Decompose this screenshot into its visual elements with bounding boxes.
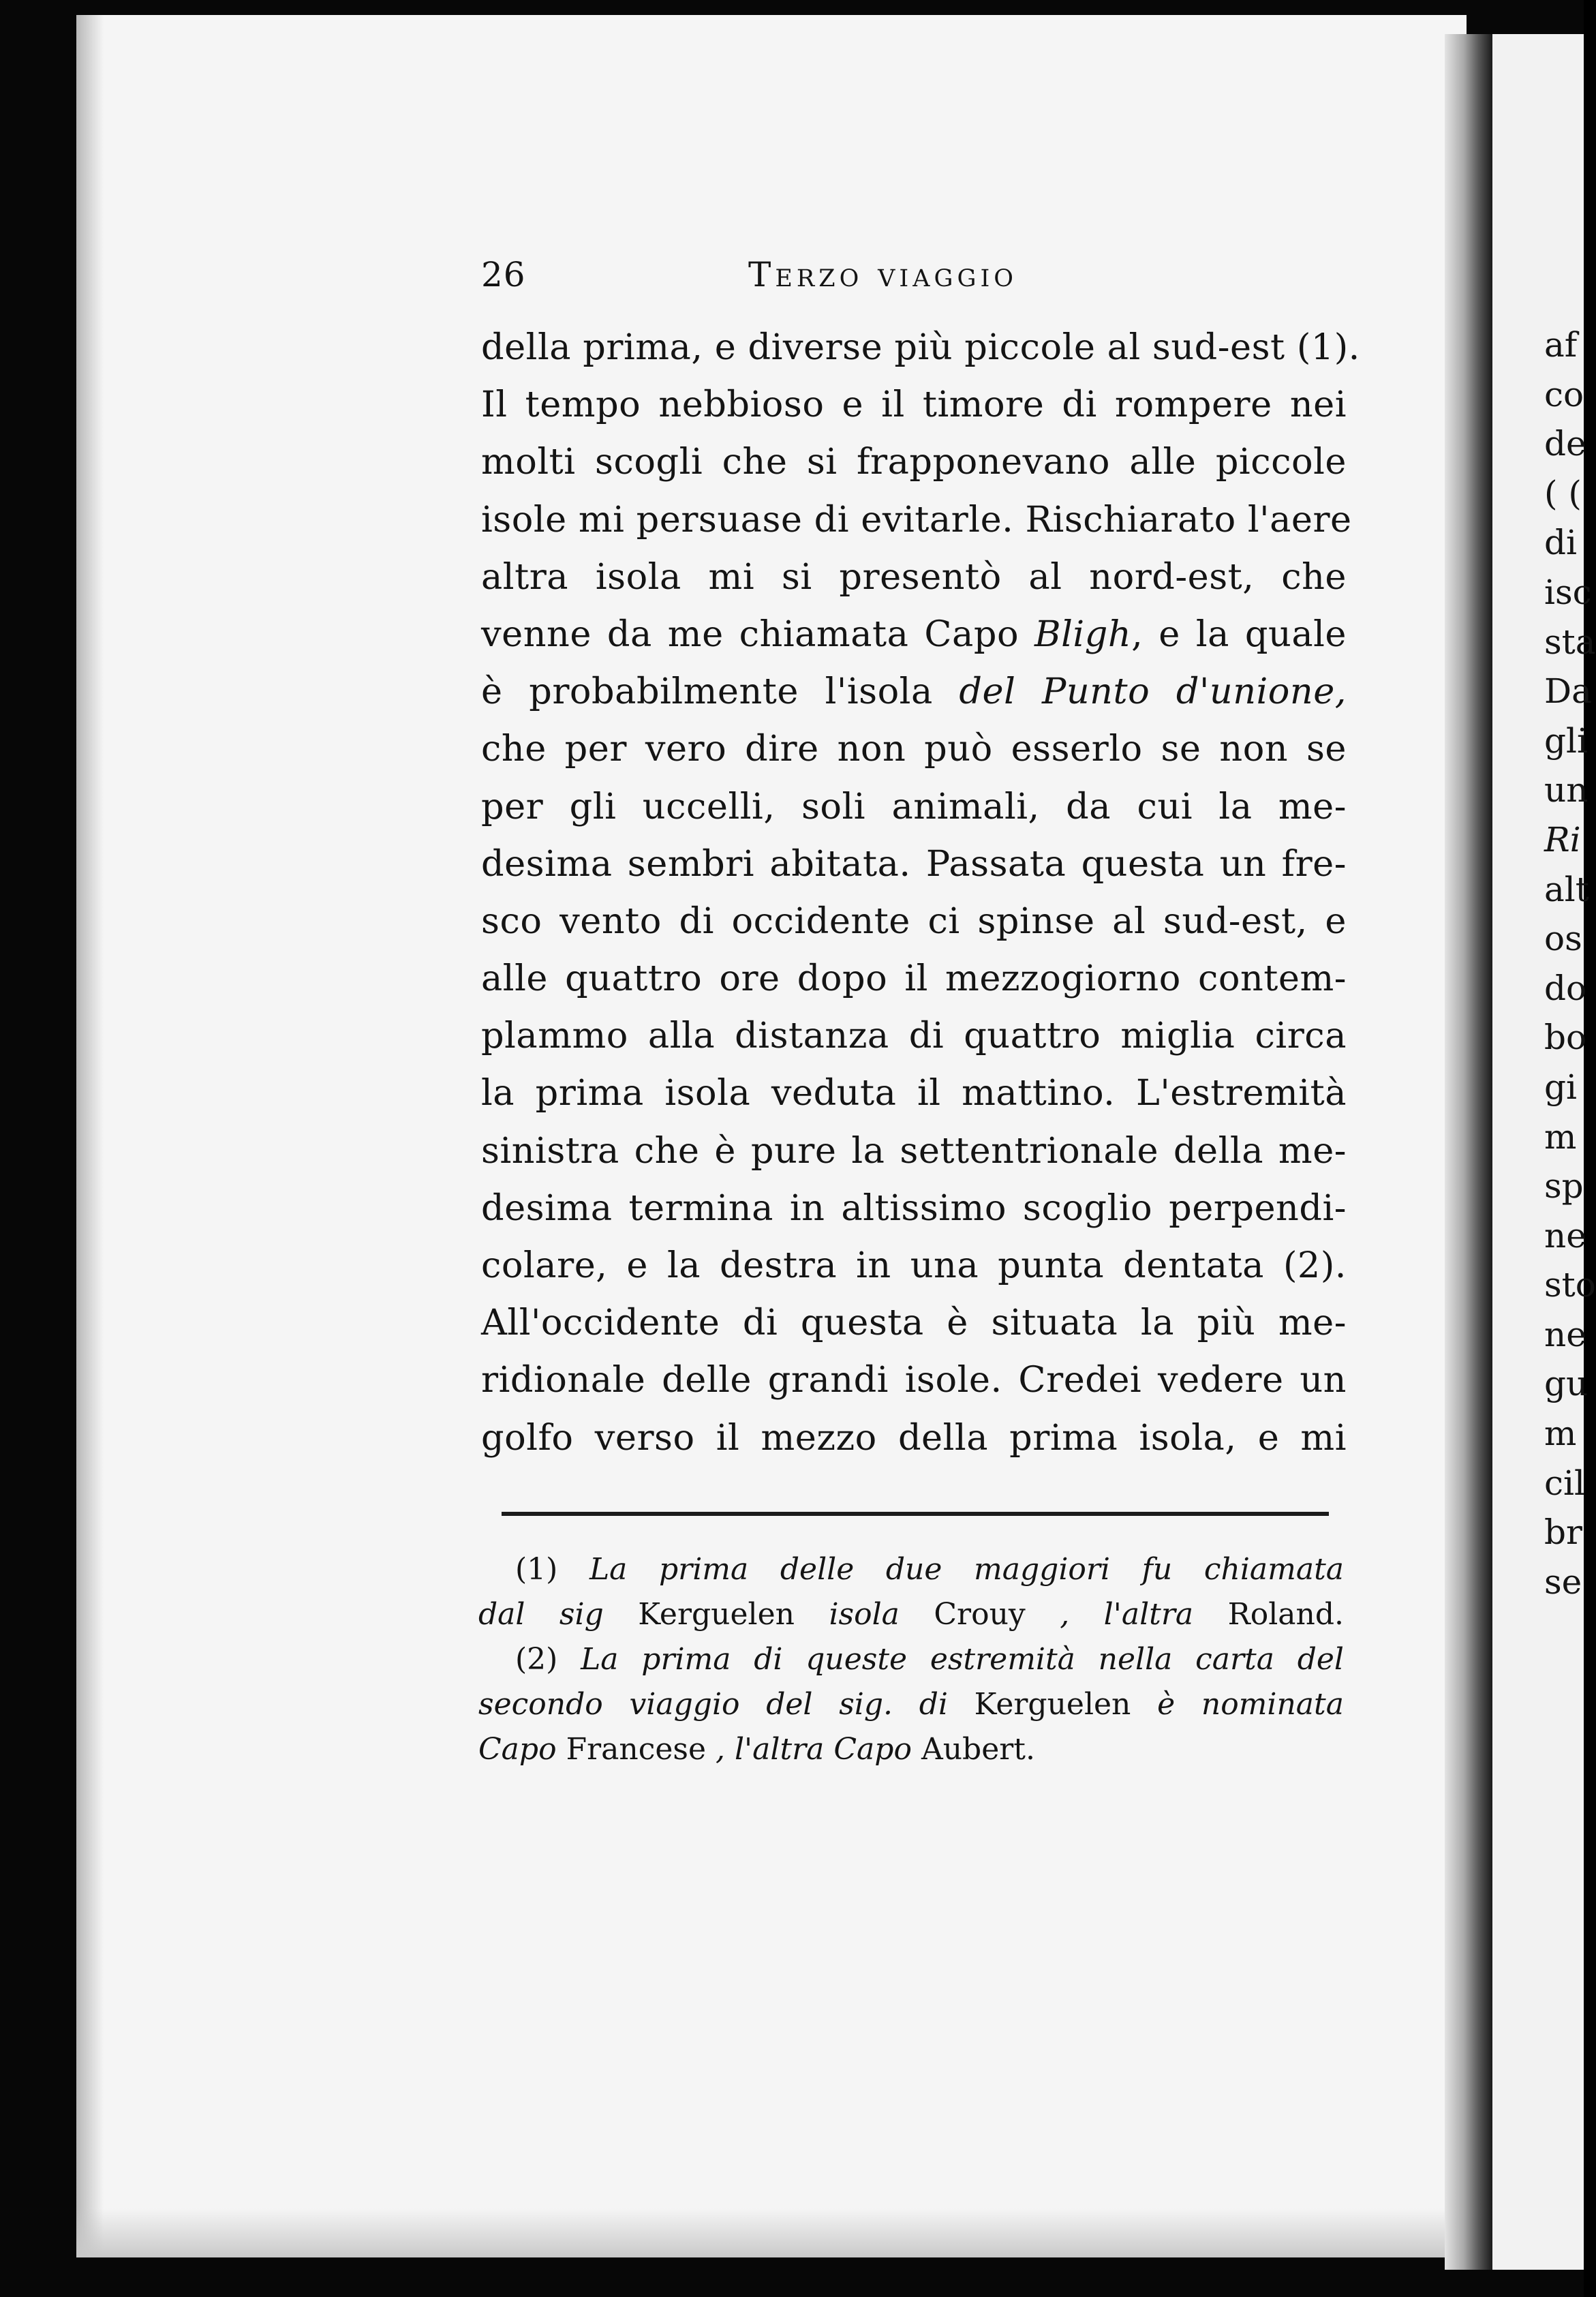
text-line: molti scogli che si frapponevano alle piccole <box>481 441 1347 483</box>
text-run: Kerguelen <box>638 1597 795 1632</box>
facing-fragment: se <box>1544 1562 1582 1602</box>
italic-run: Bligh <box>1034 613 1132 655</box>
running-title: Terzo viaggio <box>748 255 1017 294</box>
text-line: isole mi persuase di evitarle. Rischiarato l'aere <box>481 498 1352 541</box>
page-number: 26 <box>481 255 526 294</box>
text-line: altra isola mi si presentò al nord-est, che <box>481 556 1347 598</box>
text-run: Roland. <box>1227 1597 1344 1632</box>
footnote-2-line-3 <box>478 1727 1344 1772</box>
facing-fragment: m <box>1544 1116 1577 1157</box>
footnote-1-line-1 <box>478 1547 1344 1592</box>
facing-fragment: Ri <box>1544 819 1581 860</box>
italic-run: La prima di queste estremità nella carta del <box>581 1642 1344 1677</box>
facing-fragment: ne <box>1544 1314 1586 1354</box>
italic-run: dal sig <box>478 1597 604 1632</box>
italic-run: Capo <box>478 1732 557 1767</box>
italic-run: è nominata <box>1157 1687 1344 1722</box>
facing-fragment: alt <box>1544 869 1589 909</box>
facing-fragment: sto <box>1544 1265 1596 1305</box>
text-line: alle quattro ore dopo il mezzogiorno contem- <box>481 958 1347 1000</box>
facing-fragment: Da <box>1544 671 1592 712</box>
text-line: della prima, e diverse più piccole al sud-est (1). <box>481 326 1360 368</box>
page-bottom-shadow <box>76 2208 1467 2257</box>
text-line: che per vero dire non può esserlo se non se <box>481 728 1347 770</box>
footnote-marker: (2) <box>515 1642 558 1677</box>
text-line: per gli uccelli, soli animali, da cui la me- <box>481 785 1347 827</box>
footnote-rule <box>502 1512 1329 1516</box>
italic-run: isola <box>829 1597 900 1632</box>
text-line: desima sembri abitata. Passata questa un fre- <box>481 842 1347 885</box>
text-run: , e la quale <box>1131 613 1347 655</box>
footnote-2-line-1 <box>478 1637 1344 1682</box>
text-line: plammo alla distanza di quattro miglia circa <box>481 1015 1347 1057</box>
footnote-marker: (1) <box>515 1552 558 1587</box>
text-line: ridionale delle grandi isole. Credei vedere un <box>481 1359 1347 1401</box>
italic-run: del Punto d'unione, <box>959 671 1347 713</box>
text-run: Francese <box>566 1732 706 1767</box>
italic-run: , l'altra Capo <box>716 1732 912 1767</box>
facing-fragment: un <box>1544 770 1589 810</box>
italic-run: La prima delle due maggiori fu chiamata <box>589 1552 1344 1587</box>
facing-fragment: af <box>1544 325 1578 365</box>
footnotes <box>478 1547 1344 1772</box>
text-line: colare, e la destra in una punta dentata (2). <box>481 1245 1347 1286</box>
facing-fragment: di <box>1544 523 1577 563</box>
text-run: Crouy <box>934 1597 1026 1632</box>
facing-fragment: m <box>1544 1414 1577 1454</box>
facing-fragment: gu <box>1544 1364 1589 1404</box>
facing-fragment: co <box>1544 374 1584 414</box>
footnote-2-line-2 <box>478 1682 1344 1727</box>
text-line: desima termina in altissimo scoglio perpendi- <box>481 1187 1347 1229</box>
facing-fragment: br <box>1544 1512 1582 1553</box>
facing-page-text <box>1544 320 1596 1607</box>
facing-fragment: cil <box>1544 1463 1585 1503</box>
text-line <box>481 663 1347 720</box>
text-run: Aubert. <box>921 1732 1035 1767</box>
facing-fragment: ( ( <box>1544 473 1582 513</box>
text-run: venne da me chiamata Capo <box>481 613 1019 655</box>
italic-run: secondo viaggio del sig. di <box>478 1687 948 1722</box>
facing-fragment: de <box>1544 424 1586 464</box>
facing-fragment: gli <box>1544 720 1588 761</box>
book-gutter <box>1445 34 1492 2270</box>
body-text <box>481 319 1360 1467</box>
footnote-1-line-2 <box>478 1592 1344 1637</box>
text-line <box>481 606 1347 663</box>
text-line: All'occidente di questa è situata la più me- <box>481 1302 1347 1344</box>
facing-fragment: gi <box>1544 1067 1577 1107</box>
facing-fragment: ne <box>1544 1215 1586 1256</box>
text-line: Il tempo nebbioso e il timore di rompere nei <box>481 384 1347 426</box>
text-run: è probabilmente l'isola <box>481 671 933 713</box>
facing-fragment: sta <box>1544 622 1596 662</box>
facing-fragment: bo <box>1544 1018 1587 1058</box>
text-line: sinistra che è pure la settentrionale della me- <box>481 1129 1347 1172</box>
text-run: Kerguelen <box>974 1687 1131 1722</box>
italic-run: , l'altra <box>1060 1597 1194 1632</box>
text-line: la prima isola veduta il mattino. L'estremità <box>481 1072 1347 1114</box>
text-line: sco vento di occidente ci spinse al sud-est, e <box>481 900 1347 942</box>
facing-fragment: sp <box>1544 1166 1584 1206</box>
running-head <box>481 252 1347 307</box>
page-edge-shadow <box>76 15 104 2257</box>
facing-fragment: os <box>1544 919 1582 959</box>
facing-fragment: isc <box>1544 572 1592 612</box>
facing-fragment: do <box>1544 968 1587 1008</box>
text-line: golfo verso il mezzo della prima isola, e mi <box>481 1416 1347 1459</box>
